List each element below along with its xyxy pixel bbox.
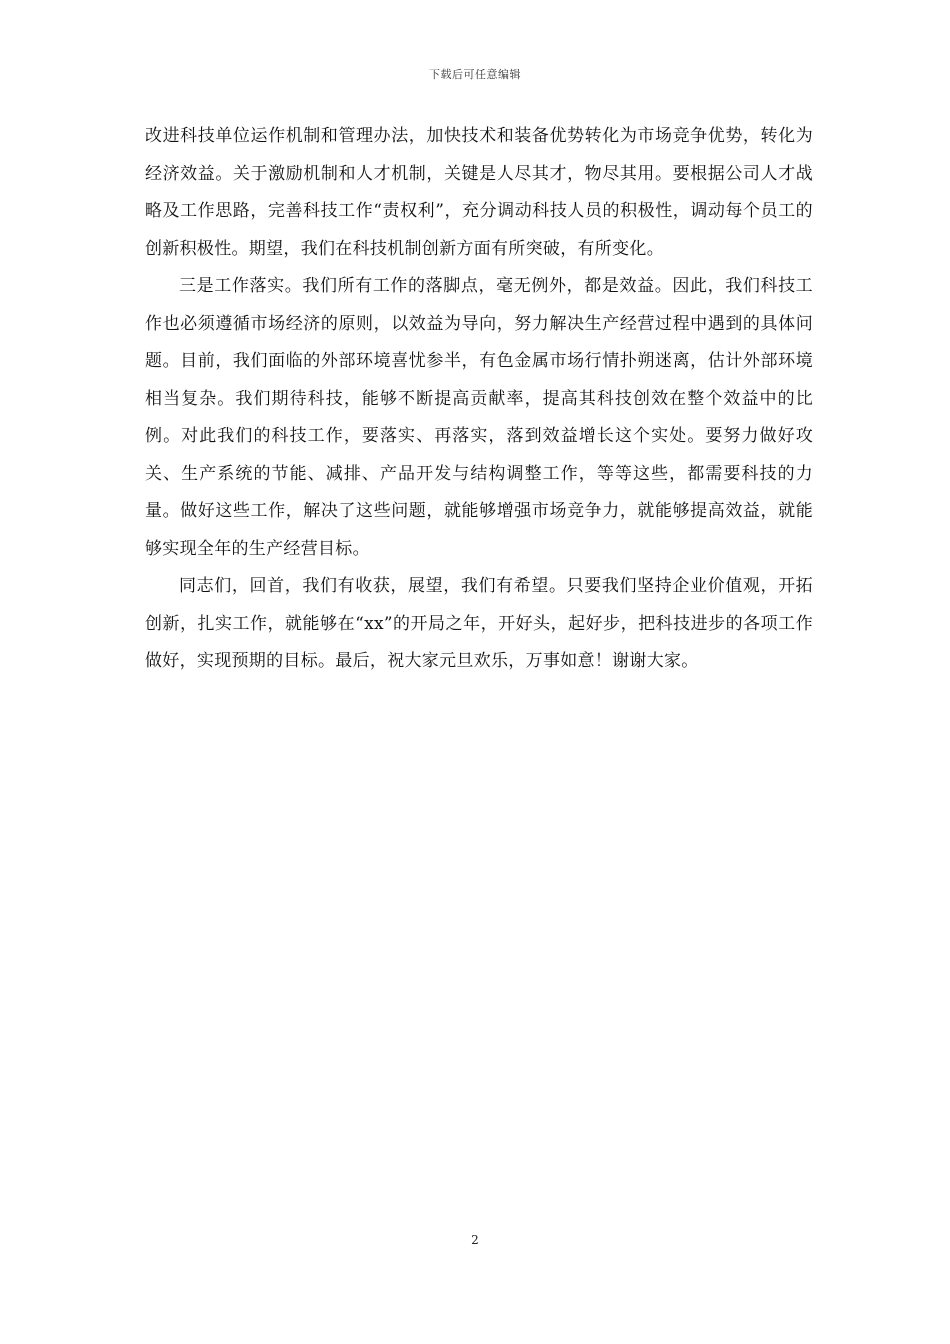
paragraph-continued: 改进科技单位运作机制和管理办法，加快技术和装备优势转化为市场竞争优势，转化为经济效益。关于激励机制和人才机制，关键是人尽其才，物尽其用。要根据公司人才战略及工作思路，完善科技工作“责权利”，充分调动科技人员的积极性，调动每个员工的创新积极性。期望，我们在科技机制创新方面有所突破，有所变化。 (145, 126, 813, 259)
document-body (145, 118, 813, 681)
paragraph-closing: 同志们，回首，我们有收获，展望，我们有希望。只要我们坚持企业价值观，开拓创新，扎实工作，就能够在“xx”的开局之年，开好头，起好步，把科技进步的各项工作做好，实现预期的目标。最后，祝大家元旦欢乐，万事如意！谢谢大家。 (145, 576, 813, 671)
paragraph-work-implementation: 三是工作落实。我们所有工作的落脚点，毫无例外，都是效益。因此，我们科技工作也必须遵循市场经济的原则，以效益为导向，努力解决生产经营过程中遇到的具体问题。目前，我们面临的外部环境喜忧参半，有色金属市场行情扑朔迷离，估计外部环境相当复杂。我们期待科技，能够不断提高贡献率，提高其科技创效在整个效益中的比例。对此我们的科技工作，要落实、再落实，落到效益增长这个实处。要努力做好攻关、生产系统的节能、减排、产品开发与结构调整工作，等等这些，都需要科技的力量。做好这些工作，解决了这些问题，就能够增强市场竞争力，就能够提高效益，就能够实现全年的生产经营目标。 (145, 276, 813, 559)
page-header-note: 下载后可任意编辑 (429, 68, 521, 81)
page-number: 2 (471, 1233, 479, 1247)
